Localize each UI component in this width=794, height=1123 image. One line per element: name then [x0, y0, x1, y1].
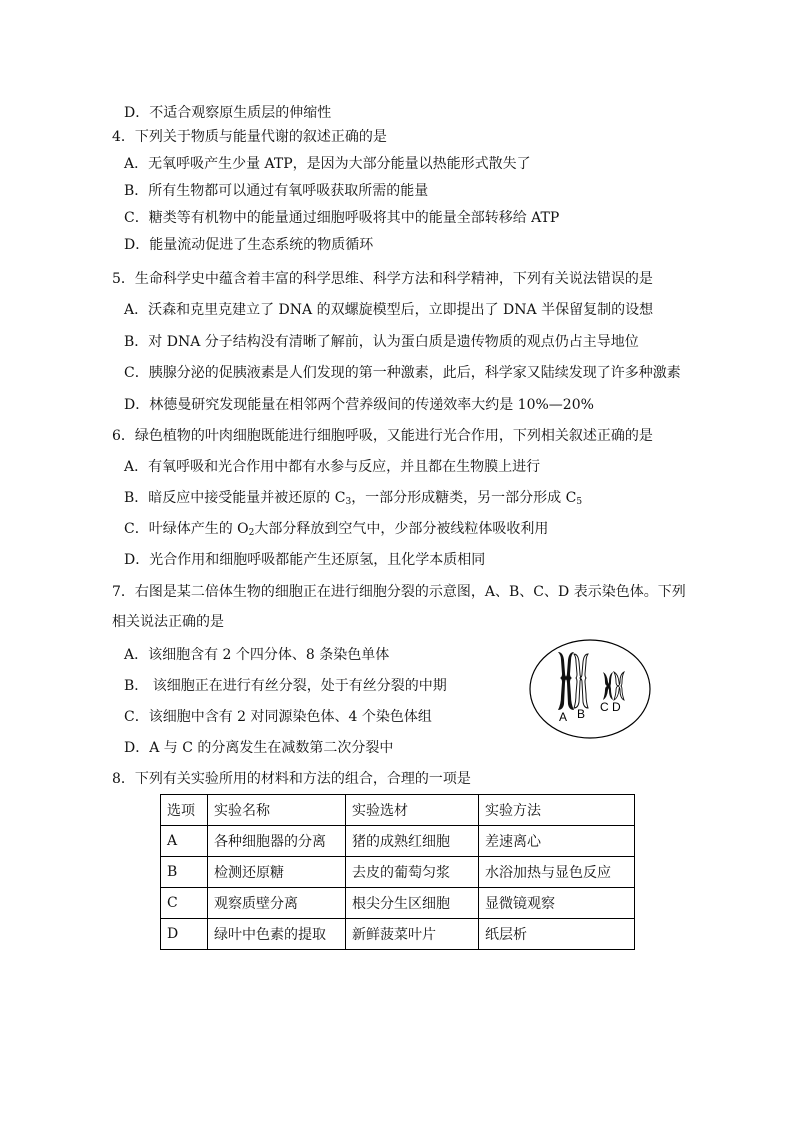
table-cell: 水浴加热与显色反应: [479, 857, 635, 888]
q4-stem: 4．下列关于物质与能量代谢的叙述正确的是: [112, 129, 387, 145]
table-cell: 新鲜菠菜叶片: [346, 919, 479, 950]
q6-option-b-text-1: B．暗反应中接受能量并被还原的 C: [124, 490, 346, 506]
q4-option-b: B．所有生物都可以通过有氧呼吸获取所需的能量: [124, 183, 429, 199]
q6-stem: 6．绿色植物的叶肉细胞既能进行细胞呼吸，又能进行光合作用，下列相关叙述正确的是: [112, 428, 653, 444]
q6-option-b: [124, 489, 582, 507]
q7-option-d: D．A 与 C 的分离发生在减数第二次分裂中: [124, 740, 394, 756]
q6-option-a: A．有氧呼吸和光合作用中都有水参与反应，并且都在生物膜上进行: [124, 459, 541, 475]
table-header-cell: 实验方法: [479, 795, 635, 826]
table-cell: C: [161, 888, 208, 919]
chromosome-b: [574, 654, 588, 708]
table-cell: 去皮的葡萄匀浆: [346, 857, 479, 888]
table-cell: 猪的成熟红细胞: [346, 826, 479, 857]
table-row: [161, 826, 635, 857]
q6-option-c-text-1: C．叶绿体产生的 O: [124, 521, 249, 537]
chromosome-a: [558, 652, 574, 710]
q4-option-a: A．无氧呼吸产生少量 ATP，是因为大部分能量以热能形式散失了: [124, 156, 531, 172]
table-header-cell: 选项: [161, 795, 208, 826]
table-row: [161, 888, 635, 919]
table-cell: B: [161, 857, 208, 888]
table-cell: A: [161, 826, 208, 857]
q7-option-c: C．该细胞中含有 2 对同源染色体、4 个染色体组: [124, 709, 432, 725]
table-cell: 绿叶中色素的提取: [208, 919, 346, 950]
q6-option-c-sub: 2: [248, 528, 255, 538]
q8-stem: 8．下列有关实验所用的材料和方法的组合，合理的一项是: [112, 771, 471, 787]
q6-option-d: D．光合作用和细胞呼吸都能产生还原氢，且化学本质相同: [124, 552, 486, 568]
table-header-row: [161, 795, 635, 826]
experiment-table: [160, 794, 635, 950]
table-cell: 差速离心: [479, 826, 635, 857]
q5-option-d: D．林德曼研究发现能量在相邻两个营养级间的传递效率大约是 10%—20%: [124, 397, 594, 413]
q6-option-c-text-2: 大部分释放到空气中，少部分被线粒体吸收利用: [254, 521, 549, 537]
q3-option-d: D．不适合观察原生质层的伸缩性: [124, 105, 332, 121]
table-header-cell: 实验名称: [208, 795, 346, 826]
q6-option-b-sub-2: 5: [576, 497, 583, 507]
cell-division-figure: [528, 638, 652, 740]
chromosome-c: [603, 672, 613, 700]
cell-membrane: [530, 640, 650, 738]
table-row: [161, 919, 635, 950]
table-header-cell: 实验选材: [346, 795, 479, 826]
label-c: C: [600, 700, 609, 714]
q6-option-b-text-2: ，一部分形成糖类，另一部分形成 C: [351, 490, 577, 506]
label-d: D: [612, 700, 621, 714]
q4-option-d: D．能量流动促进了生态系统的物质循环: [124, 237, 374, 253]
q5-option-c: C．胰腺分泌的促胰液素是人们发现的第一种激素，此后，科学家又陆续发现了许多种激素: [124, 365, 681, 381]
table-cell: 检测还原糖: [208, 857, 346, 888]
chromosome-d: [614, 672, 624, 700]
label-a: A: [559, 710, 568, 724]
table-row: [161, 857, 635, 888]
q6-option-b-sub-1: 3: [345, 497, 352, 507]
q5-option-b: B．对 DNA 分子结构没有清晰了解前，认为蛋白质是遗传物质的观点仍占主导地位: [124, 334, 639, 350]
table-cell: 根尖分生区细胞: [346, 888, 479, 919]
table-cell: 纸层析: [479, 919, 635, 950]
q7-option-b: B． 该细胞正在进行有丝分裂，处于有丝分裂的中期: [124, 678, 447, 694]
table-cell: 观察质壁分离: [208, 888, 346, 919]
q5-stem: 5．生命科学史中蕴含着丰富的科学思维、科学方法和科学精神，下列有关说法错误的是: [112, 271, 653, 287]
table-cell: 各种细胞器的分离: [208, 826, 346, 857]
q7-stem-line-2: 相关说法正确的是: [112, 614, 224, 630]
table-cell: 显微镜观察: [479, 888, 635, 919]
table-cell: D: [161, 919, 208, 950]
label-b: B: [577, 707, 586, 721]
q7-stem-line-1: 7．右图是某二倍体生物的细胞正在进行细胞分裂的示意图，A、B、C、D 表示染色体。下列: [112, 584, 686, 600]
q5-option-a: A．沃森和克里克建立了 DNA 的双螺旋模型后，立即提出了 DNA 半保留复制的设想: [124, 302, 654, 318]
q4-option-c: C．糖类等有机物中的能量通过细胞呼吸将其中的能量全部转移给 ATP: [124, 210, 560, 226]
q7-option-a: A．该细胞含有 2 个四分体、8 条染色单体: [124, 647, 390, 663]
q6-option-c: [124, 520, 548, 538]
